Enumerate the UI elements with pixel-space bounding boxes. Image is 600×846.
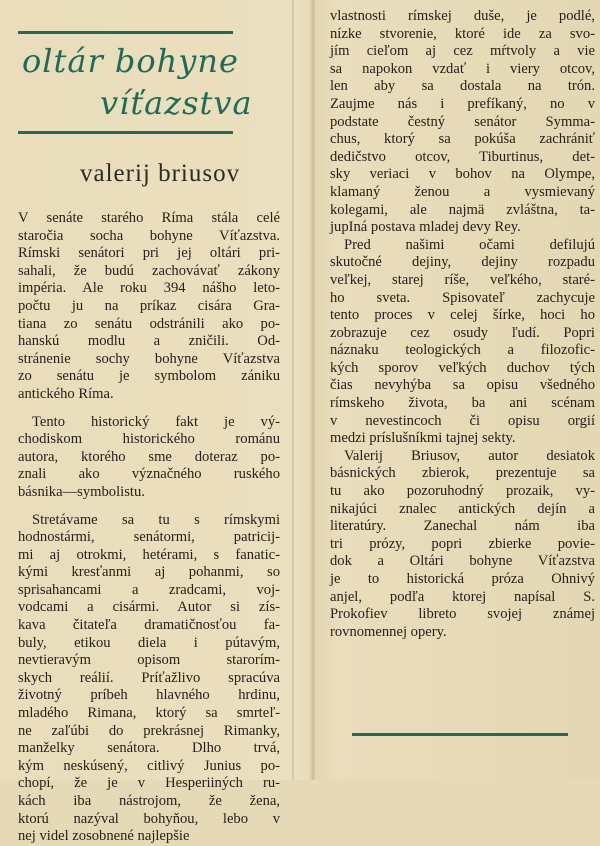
text-line: mladého Rimana, ktorý sa smrteľ-: [18, 705, 280, 722]
paragraph: [330, 448, 595, 642]
text-line: tri prózy, popri zbierke povie-: [330, 535, 595, 552]
text-line: náznaku teologických a filozofic-: [330, 342, 595, 359]
end-rule: [352, 733, 568, 736]
text-line: anjel, podľa ktorej napísal S.: [330, 588, 595, 605]
text-line: ne zaľúbi do prekrásnej Rimanky,: [18, 722, 280, 739]
text-line: skych reálií. Príťažlivo spracúva: [18, 669, 280, 686]
text-line: vlastnosti rímskej duše, je podlé,: [330, 8, 595, 24]
title-rule-top: [18, 31, 233, 34]
text-line: jupIná postava mladej devy Rey.: [330, 219, 521, 236]
page-fold: [310, 0, 316, 780]
text-line: kolegami, ale najmä zvláštna, ta-: [330, 201, 595, 218]
paragraph: [18, 512, 280, 846]
text-line: Stretávame sa tu s rímskymi: [32, 511, 280, 528]
text-line: v nevestincoch či opisu orgií: [330, 412, 595, 429]
text-line: autora, ktorého sme doteraz po-: [18, 448, 280, 465]
text-line: dedičstvo otcov, Tiburtinus, det-: [330, 148, 595, 165]
text-line: kými kresťanmi aj pohanmi, so: [18, 564, 280, 581]
text-line: nej videl zosobnené najlepšie: [18, 828, 190, 845]
text-line: V senáte starého Ríma stála celé: [18, 210, 280, 226]
text-line: sahali, že budú zachovávať zákony: [18, 262, 280, 279]
text-line: manželky senátora. Dlho trvá,: [18, 740, 280, 757]
text-line: veľkej, starej ríše, veľkého, staré-: [330, 271, 595, 288]
text-line: hodnostármi, senátormi, patricij-: [18, 529, 280, 546]
text-line: tu ako pozoruhodný prozaik, vy-: [330, 483, 595, 500]
text-line: jím cieľom aj cez mŕtvoly a vie: [330, 43, 595, 60]
text-line: rímskeho života, ba ani scénam: [330, 395, 595, 412]
text-line: tento proces v celej šírke, hoci ho: [330, 307, 595, 324]
paragraph: [330, 8, 595, 237]
text-line: Tento historický fakt je vý-: [32, 413, 280, 430]
title-line-2: víťazstva: [100, 84, 253, 122]
text-line: Pred našimi očami defilujú: [344, 236, 595, 253]
text-line: impéria. Ale roku 394 nášho leto-: [18, 280, 280, 297]
text-line: chodiskom historického románu: [18, 431, 280, 448]
author-name: valerij briusov: [80, 160, 241, 187]
text-line: zobrazuje cez osudy ľudí. Popri: [330, 324, 595, 341]
text-line: Valerij Briusov, autor desiatok: [344, 447, 595, 464]
text-line: len aby sa dostala na trón.: [330, 78, 595, 95]
text-line: tiana zo senátu odstránili ako po-: [18, 315, 280, 332]
text-line: sky veriaci v bohov na Olympe,: [330, 166, 595, 183]
text-line: životný príbeh hlavného hrdinu,: [18, 687, 280, 704]
text-line: medzi príslušníkmi tajnej sekty.: [330, 430, 516, 447]
text-line: buly, etikou diela i pútavým,: [18, 634, 280, 651]
text-line: Rímski senátori pri jej oltári pri-: [18, 245, 280, 262]
text-line: básnických zbierok, prezentuje sa: [330, 465, 595, 482]
text-line: kava čitateľa dramatičnosťou fa-: [18, 617, 280, 634]
text-line: kým neskúsený, citlivý Junius po-: [18, 757, 280, 774]
text-line: Prokofiev libreto svojej známej: [330, 606, 595, 623]
text-line: ho sveta. Spisovateľ zachycuje: [330, 289, 595, 306]
text-line: sa napokon vzdať i viery otcov,: [330, 60, 595, 77]
text-line: nikajúci znalec antických dejín a: [330, 500, 595, 517]
text-line: kých sporov veľkých duchov tých: [330, 359, 595, 376]
text-line: znali ako význačného ruského: [18, 466, 280, 483]
text-line: vodcami a cisármi. Autor si zís-: [18, 599, 280, 616]
text-line: chus, ktorý sa pokúša zachrániť: [330, 131, 595, 148]
text-line: sprisahancami a zradcami, voj-: [18, 581, 280, 598]
text-line: antického Ríma.: [18, 385, 114, 402]
paragraph-gap: [18, 502, 280, 512]
text-line: rovnomennej opery.: [330, 623, 447, 640]
text-line: básnika—symbolistu.: [18, 483, 145, 500]
text-line: zo senátu je symbolom zániku: [18, 368, 280, 385]
paragraph: [18, 414, 280, 502]
text-line: skutočné dejiny, dejiny rozpadu: [330, 254, 595, 271]
paragraph-gap: [18, 404, 280, 414]
text-line: staročia socha bohyne Víťazstva.: [18, 227, 280, 244]
title-line-1: oltár bohyne: [22, 42, 239, 80]
text-line: literatúry. Zanechal nám iba: [330, 518, 595, 535]
text-line: ktorú nazýval bohyňou, lebo v: [18, 810, 280, 827]
text-line: nevtieravým opisom starorím-: [18, 652, 280, 669]
text-line: hanskú modlu a zničili. Od-: [18, 333, 280, 350]
text-line: mi aj otrokmi, hetérami, s fanatic-: [18, 546, 280, 563]
text-line: je to historická próza Ohnivý: [330, 571, 595, 587]
book-title: [20, 40, 280, 124]
text-line: kách iba nástrojom, že žena,: [18, 793, 280, 809]
left-body-text: [18, 210, 280, 846]
right-body-text: [330, 8, 595, 641]
text-line: chopí, že je v Hesperiiných ru-: [18, 775, 280, 792]
title-rule-bottom: [18, 131, 233, 134]
text-line: nízke stvorenie, ktoré ide za svo-: [330, 25, 595, 42]
text-line: počtu ju na príkaz cisára Gra-: [18, 297, 280, 314]
text-line: Zaujme nás i prefíkaný, no v: [330, 95, 595, 112]
text-line: čias nevyhýba sa opisu všedného: [330, 377, 595, 394]
text-line: klamaný ženou a vysmievaný: [330, 183, 595, 200]
text-line: dok a Oltári bohyne Víťazstva: [330, 553, 595, 570]
text-line: stránenie sochy bohyne Víťazstva: [18, 350, 280, 367]
paragraph: [330, 237, 595, 448]
paragraph: [18, 210, 280, 404]
text-line: podstate čestný senátor Symma-: [330, 113, 595, 130]
